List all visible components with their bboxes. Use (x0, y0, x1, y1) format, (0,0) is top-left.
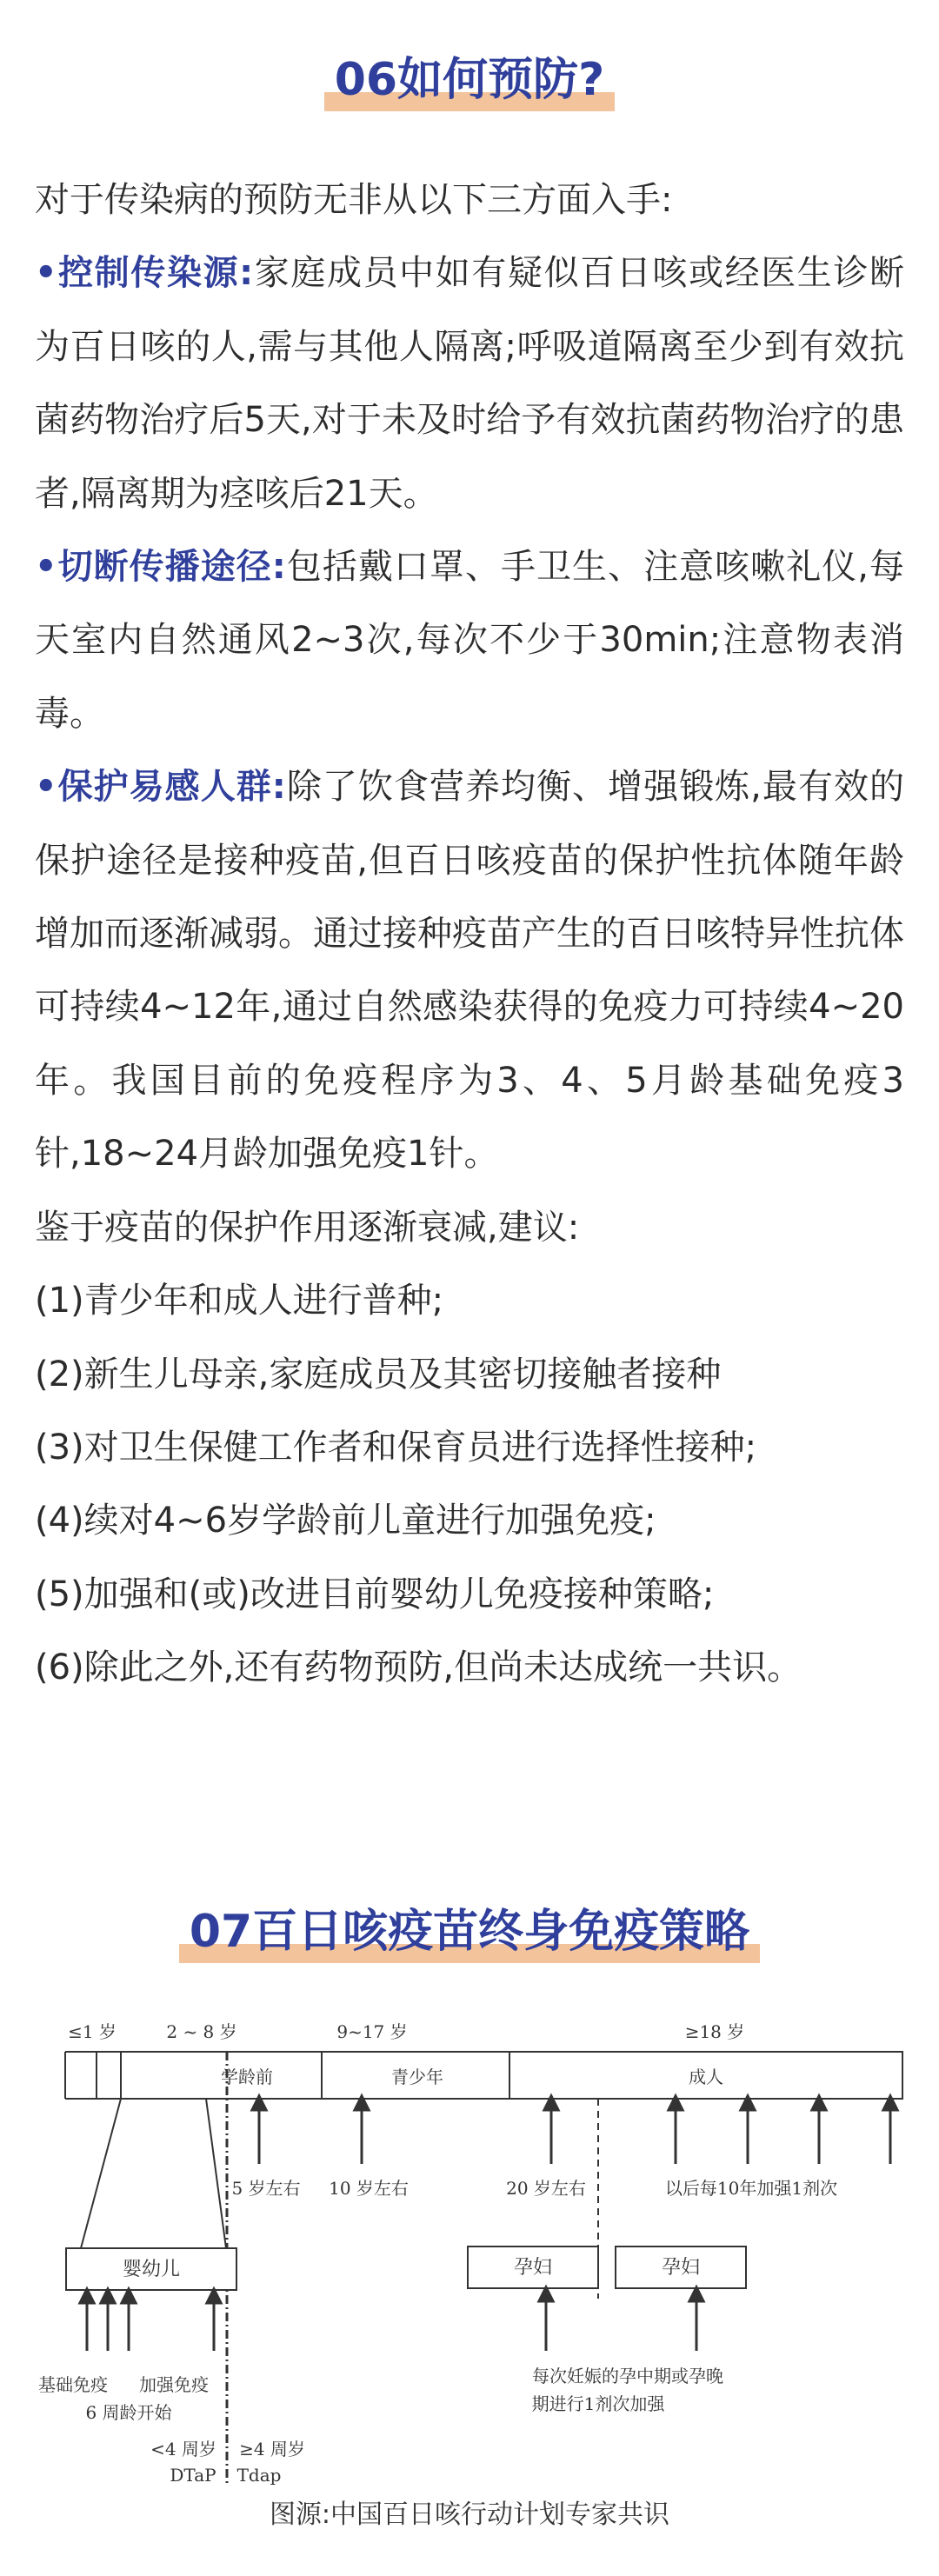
group-label: 青少年 (391, 2067, 443, 2087)
item-label: •控制传染源: (35, 253, 254, 294)
age-label: ≥18 岁 (684, 2021, 745, 2042)
immunization-strategy-diagram (24, 2020, 915, 2490)
section-6-body (35, 163, 904, 1705)
intro-paragraph: 对于传染病的预防无非从以下三方面入手: (35, 180, 673, 220)
section-6-heading (0, 54, 939, 106)
dose-label: 10 岁左右 (329, 2178, 409, 2199)
infant-label: 婴幼儿 (122, 2259, 181, 2280)
advice-item: (3)对卫生保健工作者和保育员进行选择性接种; (35, 1427, 757, 1468)
infant-note: 基础免疫 (38, 2374, 108, 2395)
advice-item: (2)新生儿母亲,家庭成员及其密切接触者接种 (35, 1354, 722, 1395)
advice-item: (6)除此之外,还有药物预防,但尚未达成统一共识。 (35, 1647, 802, 1688)
pregnant-label: 孕妇 (513, 2257, 553, 2279)
item-cut-transmission (35, 530, 904, 750)
vaccine-name: Tdap (236, 2465, 282, 2486)
pregnant-note: 每次妊娠的孕中期或孕晚 (532, 2366, 723, 2386)
group-label: 成人 (689, 2067, 723, 2087)
group-label: 学龄前 (221, 2067, 273, 2087)
item-label: •保护易感人群: (35, 767, 286, 808)
infant-note: 加强免疫 (139, 2374, 209, 2395)
age-label: 2 ~ 8 岁 (166, 2021, 237, 2042)
section-7-title: 07百日咳疫苗终身免疫策略 (189, 1906, 750, 1958)
dose-label: 以后每10年加强1剂次 (664, 2178, 838, 2199)
item-text: 包括戴口罩、手卫生、注意咳嗽礼仪,每天室内自然通风2~3次,每次不少于30min;注意物表消毒。 (35, 547, 904, 734)
infant-note: 6 周龄开始 (85, 2402, 172, 2423)
advice-item: (5)加强和(或)改进目前婴幼儿免疫接种策略; (35, 1574, 715, 1614)
vaccine-age: ≥4 周岁 (239, 2439, 305, 2460)
advice-item: (1)青少年和成人进行普种; (35, 1281, 444, 1321)
pregnant-label: 孕妇 (661, 2257, 701, 2279)
dose-label: 20 岁左右 (506, 2178, 586, 2199)
item-text: 家庭成员中如有疑似百日咳或经医生诊断为百日咳的人,需与其他人隔离;呼吸道隔离至少到有效抗菌药物治疗后5天,对于未及时给予有效抗菌药物治疗的患者,隔离期为痉咳后21天。 (35, 253, 904, 514)
advice-item: (4)续对4~6岁学龄前儿童进行加强免疫; (35, 1501, 656, 1541)
item-label: •切断传播途径: (35, 547, 286, 588)
age-label: ≤1 岁 (68, 2021, 117, 2042)
item-text: 除了饮食营养均衡、增强锻炼,最有效的保护途径是接种疫苗,但百日咳疫苗的保护性抗体随年龄增加而逐渐减弱。通过接种疫苗产生的百日咳特异性抗体可持续4~12年,通过自然感染获得的免疫力可持续4~20年。我国目前的免疫程序为3、4、5月龄基础免疫3针,18~24月龄加强免疫1针。 (35, 767, 904, 1175)
dose-label: 5 岁左右 (231, 2178, 301, 2199)
item-control-source (35, 236, 904, 530)
vaccine-name: DTaP (170, 2465, 216, 2486)
advice-intro: 鉴于疫苗的保护作用逐渐衰减,建议: (35, 1207, 580, 1248)
figure-caption: 图源:中国百日咳行动计划专家共识 (269, 2499, 670, 2530)
section-7-heading (0, 1906, 939, 1958)
item-protect-susceptible (35, 750, 904, 1190)
age-label: 9~17 岁 (336, 2021, 408, 2042)
pregnant-note: 期进行1剂次加强 (531, 2393, 665, 2414)
vaccine-age: <4 周岁 (150, 2439, 216, 2460)
section-6-title: 06如何预防? (334, 54, 605, 106)
